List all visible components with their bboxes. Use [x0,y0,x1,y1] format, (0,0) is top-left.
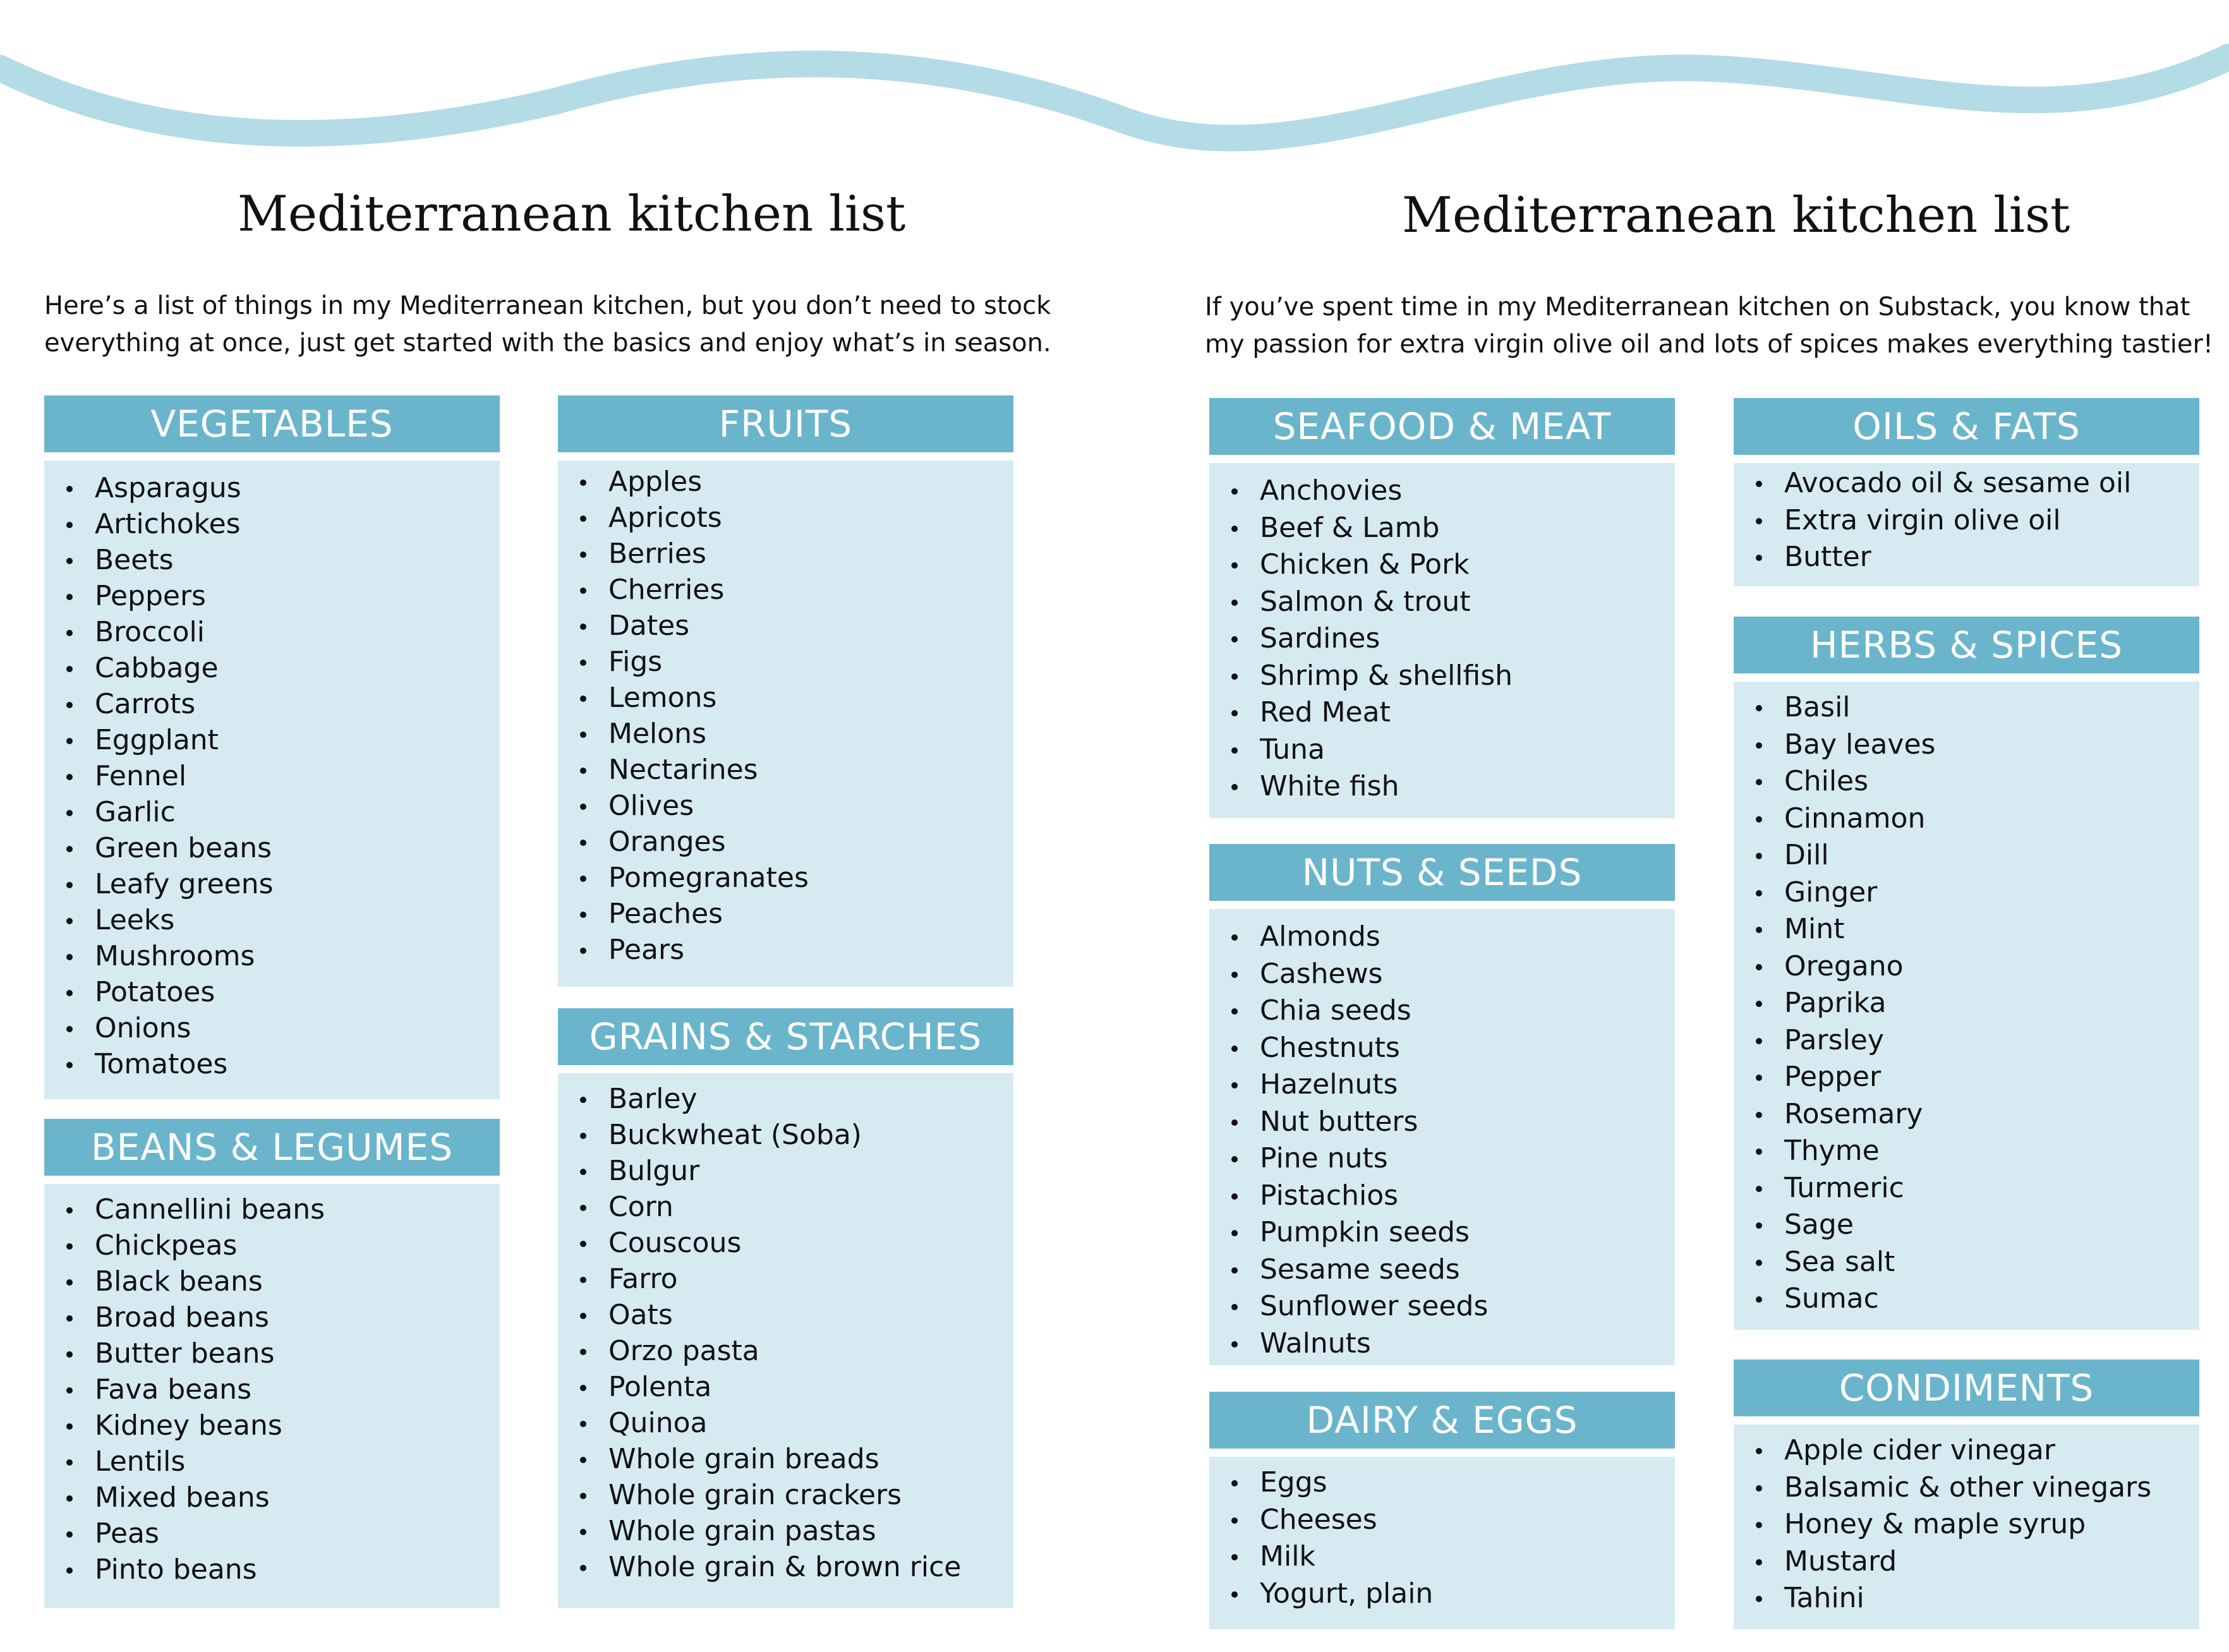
list-item: Cherries [558,572,1013,608]
section-list-panel [558,461,1013,987]
section-heading: SEAFOOD & MEAT [1209,398,1675,455]
list-item: Whole grain crackers [558,1477,1013,1513]
list-item: Chicken & Pork [1209,546,1675,584]
list-item: Eggs [1209,1464,1675,1502]
list-item: Lemons [558,680,1013,716]
item-list [1209,1457,1675,1612]
list-item: Cabbage [44,650,500,686]
list-item: Avocado oil & sesame oil [1734,465,2199,502]
list-item: Whole grain pastas [558,1513,1013,1549]
item-list [1209,909,1675,1362]
list-item: Whole grain breads [558,1441,1013,1477]
list-item: Mushrooms [44,938,500,974]
list-item: Barley [558,1081,1013,1117]
list-item: Balsamic & other vinegars [1734,1469,2199,1507]
list-item: Pinto beans [44,1552,500,1588]
section-heading: CONDIMENTS [1734,1360,2199,1416]
section-heading: GRAINS & STARCHES [558,1008,1013,1065]
item-list [1209,463,1675,805]
list-item: Lentils [44,1444,500,1480]
list-item: Yogurt, plain [1209,1576,1675,1613]
list-item: Oregano [1734,948,2199,986]
list-item: Tahini [1734,1580,2199,1617]
list-item: Mint [1734,911,2199,948]
list-item: Extra virgin olive oil [1734,502,2199,540]
list-item: Milk [1209,1538,1675,1576]
list-item: Ginger [1734,874,2199,912]
list-item: Tuna [1209,732,1675,769]
list-item: Parsley [1734,1022,2199,1059]
section-dairy-eggs [1209,1392,1675,1610]
list-item: White fish [1209,768,1675,805]
section-fruits [558,395,1013,966]
list-item: Couscous [558,1225,1013,1261]
intro-text [1205,289,2213,363]
list-item: Pine nuts [1209,1140,1675,1178]
list-item: Turmeric [1734,1170,2199,1207]
list-item: Salmon & trout [1209,584,1675,621]
list-item: Walnuts [1209,1325,1675,1363]
list-item: Dill [1734,837,2199,874]
list-item: Black beans [44,1263,500,1299]
intro-line: Here’s a list of things in my Mediterranean kitchen, but you don’t need to stock [44,291,1051,320]
list-item: Pistachios [1209,1178,1675,1215]
section-vegetables [44,395,500,1080]
list-item: Nectarines [558,752,1013,788]
list-item: Melons [558,716,1013,752]
list-item: Mixed beans [44,1480,500,1516]
list-item: Garlic [44,794,500,830]
list-item: Polenta [558,1369,1013,1405]
list-item: Dates [558,608,1013,644]
item-list [44,1184,500,1588]
section-heading: VEGETABLES [44,395,500,452]
list-item: Onions [44,1010,500,1046]
list-item: Potatoes [44,974,500,1010]
page-title: Mediterranean kitchen list [1402,187,2070,244]
right-page [1114,0,2229,1652]
list-item: Figs [558,644,1013,680]
section-list-panel [44,1184,500,1608]
list-item: Asparagus [44,470,500,506]
section-oils-fats [1734,398,2199,573]
section-list-panel [1734,682,2199,1330]
list-item: Sage [1734,1207,2199,1244]
item-list [1734,463,2199,576]
item-list [558,461,1013,968]
list-item: Cashews [1209,956,1675,993]
list-item: Leafy greens [44,866,500,902]
list-item: Artichokes [44,506,500,542]
list-item: Mustard [1734,1543,2199,1581]
list-item: Chestnuts [1209,1030,1675,1067]
section-list-panel [1734,463,2199,586]
section-list-panel [1209,1457,1675,1629]
list-item: Apricots [558,500,1013,536]
list-item: Apple cider vinegar [1734,1432,2199,1469]
section-heading: DAIRY & EGGS [1209,1392,1675,1449]
section-seafood-meat [1209,398,1675,802]
section-list-panel [558,1073,1013,1608]
list-item: Kidney beans [44,1408,500,1444]
list-item: Anchovies [1209,473,1675,510]
list-item: Peas [44,1516,500,1552]
list-item: Green beans [44,830,500,866]
list-item: Sardines [1209,620,1675,658]
list-item: Chiles [1734,763,2199,800]
section-heading: NUTS & SEEDS [1209,844,1675,901]
list-item: Almonds [1209,919,1675,956]
list-item: Cinnamon [1734,800,2199,838]
section-heading: HERBS & SPICES [1734,617,2199,673]
list-item: Bulgur [558,1153,1013,1189]
intro-line: If you’ve spent time in my Mediterranean kitchen on Substack, you know that [1205,292,2190,322]
list-item: Orzo pasta [558,1333,1013,1369]
list-item: Pomegranates [558,860,1013,896]
list-item: Butter beans [44,1335,500,1372]
list-item: Corn [558,1189,1013,1225]
list-item: Red Meat [1209,694,1675,732]
list-item: Sesame seeds [1209,1251,1675,1289]
item-list [558,1073,1013,1585]
list-item: Berries [558,536,1013,572]
list-item: Leeks [44,902,500,938]
list-item: Pepper [1734,1059,2199,1096]
list-item: Rosemary [1734,1096,2199,1133]
list-item: Bay leaves [1734,727,2199,764]
section-list-panel [44,461,500,1099]
list-item: Chia seeds [1209,992,1675,1030]
item-list [1734,1425,2199,1617]
list-item: Broccoli [44,614,500,650]
list-item: Apples [558,464,1013,500]
list-item: Chickpeas [44,1227,500,1263]
list-item: Hazelnuts [1209,1066,1675,1104]
intro-line: everything at once, just get started with the basics and enjoy what’s in season. [44,329,1051,358]
list-item: Fava beans [44,1372,500,1408]
list-item: Sumac [1734,1281,2199,1318]
section-heading: BEANS & LEGUMES [44,1119,500,1176]
list-item: Cannellini beans [44,1191,500,1227]
list-item: Fennel [44,758,500,794]
list-item: Peaches [558,896,1013,932]
list-item: Sunflower seeds [1209,1288,1675,1325]
page-title: Mediterranean kitchen list [238,186,906,243]
list-item: Tomatoes [44,1046,500,1082]
list-item: Oranges [558,824,1013,860]
list-item: Sea salt [1734,1244,2199,1281]
section-heading: FRUITS [558,395,1013,452]
list-item: Thyme [1734,1133,2199,1170]
list-item: Pears [558,932,1013,968]
list-item: Eggplant [44,722,500,758]
section-list-panel [1734,1425,2199,1629]
list-item: Nut butters [1209,1104,1675,1141]
left-page [0,0,1114,1652]
list-item: Oats [558,1297,1013,1333]
intro-text [44,287,1051,362]
list-item: Farro [558,1261,1013,1297]
item-list [1734,682,2199,1318]
list-item: Beef & Lamb [1209,510,1675,547]
intro-line: my passion for extra virgin olive oil and lots of spices makes everything tastier! [1205,330,2213,359]
section-grains-starches [558,1008,1013,1583]
list-item: Buckwheat (Soba) [558,1117,1013,1153]
list-item: Butter [1734,539,2199,576]
list-item: Peppers [44,578,500,614]
list-item: Olives [558,788,1013,824]
section-heading: OILS & FATS [1734,398,2199,455]
list-item: Pumpkin seeds [1209,1214,1675,1251]
list-item: Beets [44,542,500,578]
list-item: Whole grain & brown rice [558,1549,1013,1585]
list-item: Quinoa [558,1405,1013,1441]
list-item: Shrimp & shellfish [1209,658,1675,695]
list-item: Basil [1734,689,2199,727]
section-list-panel [1209,909,1675,1365]
list-item: Broad beans [44,1299,500,1335]
section-herbs-spices [1734,617,2199,1315]
list-item: Honey & maple syrup [1734,1506,2199,1543]
list-item: Paprika [1734,985,2199,1022]
section-list-panel [1209,463,1675,818]
section-condiments [1734,1360,2199,1614]
item-list [44,461,500,1082]
list-item: Cheeses [1209,1502,1675,1539]
list-item: Carrots [44,686,500,722]
section-nuts-seeds [1209,844,1675,1360]
section-beans-legumes [44,1119,500,1586]
